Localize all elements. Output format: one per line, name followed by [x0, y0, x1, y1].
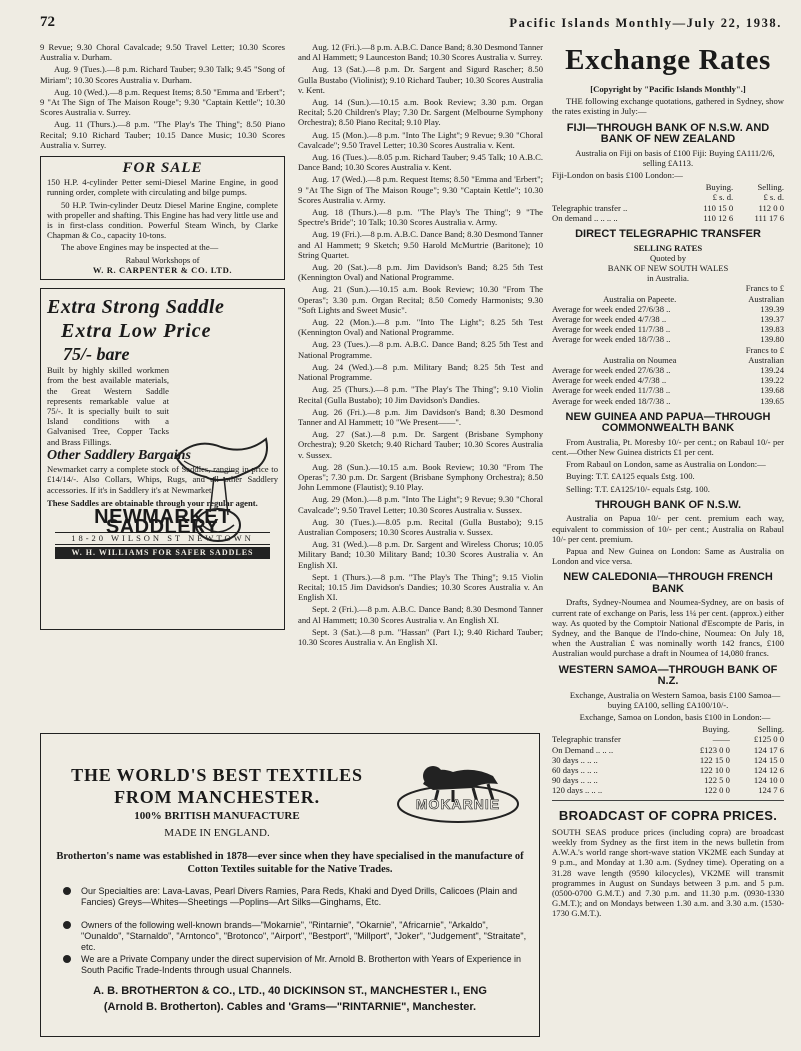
table-row: 30 days .. .. .. 122 15 0 124 15 0: [552, 754, 784, 765]
radio-entry: Aug. 31 (Wed.).—8 p.m. Dr. Sargent and Wireless Chorus; 10.05 Military Band; 10.30 Military Band; 10.30 Scores Australia v. An English XI.: [298, 539, 543, 570]
saddle-note: These Saddles are obtainable through your regular agent.: [47, 497, 258, 508]
divider: [552, 800, 784, 801]
direct-sub1: SELLING RATES: [633, 242, 703, 253]
textiles-established: Brotherton's name was established in 1878—ever since when they have specialised in the manufacture of Cotton Textiles suitable for the Native Trades.: [56, 851, 524, 875]
radio-entry: Aug. 13 (Sat.).—8 p.m. Dr. Sargent and Sigurd Rascher; 8.50 Gulla Bustabo (Violinist); 9.10 Richard Tauber; 10.30 Scores Australia v. Kent.: [298, 64, 543, 95]
for-sale-ad: [40, 156, 285, 280]
units: £ s. d.: [712, 192, 734, 203]
papeete-table: Francs to £ Australia on Papeete. Australian Average for week ended 27/6/38 .. 139.39 Average for week ended 4/7/38 .. 139.37 Average for week ended 11/7/38 .. 139.83 Average for week ended 18/7/38 .. 139.80 Francs to £ Australia on Noumea Australian Average for week ended 27/6/38 .. 139.24 Average for week ended 4/7/38 .. 139.22 Average for week ended 11/7/38 .. 139.68 Average for week ended 18/7/38 .. 139.65: [552, 283, 784, 406]
radio-entry: Aug. 19 (Fri.).—8 p.m. A.B.C. Dance Band; 8.30 Desmond Tanner and Al Hammett; 9 Sketch; 9.50 Harold McMurtrie (Baritone); 10 String Quartet.: [298, 229, 543, 260]
newmarket-name: NEWMARKET SADDLERY: [94, 505, 231, 539]
textiles-item: We are a Private Company under the direct supervision of Mr. Arnold B. Brotherton with Years of Experience in South Pacific Trade-Indents through usual Channels.: [63, 954, 527, 976]
caledonia-text: Drafts, Sydney-Noumea and Noumea-Sydney, are on basis of current rate of exchange on Paris, less 1¼ per cent. (approx.) either way. As quoted by the Comptoir National d'Escompte de Paris, in Sydney, and the Banque de l'Indo-chine, Noumea: On July 18, when the Australian £ was nominally worth 142 francs, £100 Australian would purchase a draft in Noumea of 14,080 francs.: [552, 597, 784, 659]
new-guinea-heading: NEW GUINEA AND PAPUA—THROUGH COMMONWEALTH BANK: [565, 410, 771, 435]
copyright-line: [Copyright by "Pacific Islands Monthly".]: [590, 84, 746, 94]
fiji-text2: Fiji-London on basis £100 London:—: [552, 170, 683, 181]
radio-entry: Aug. 15 (Mon.).—8 p.m. "Into The Light"; 9 Revue; 9.30 "Choral Cavalcade"; 9.50 Travel Letter; 10.30 Scores Australia v. Kent.: [298, 129, 543, 150]
table-row: Average for week ended 18/7/38 .. 139.80: [552, 334, 784, 345]
saddle-subtitle: Other Saddlery Bargains: [47, 447, 191, 463]
table-row: 120 days .. .. .. 122 0 0 124 7 6: [552, 785, 784, 796]
radio-entry: Sept. 2 (Fri.).—8 p.m. A.B.C. Dance Band; 8.30 Desmond Tanner and Al Hammett; 10.30 Scores Australia v. An English XI.: [298, 604, 543, 625]
radio-entry: Aug. 14 (Sun.).—10.15 a.m. Book Review; 3.30 p.m. Organ Recital; 5.20 Children's Play; 7.30 Dr. Sargent (Melbourne Symphony Orchestra); 8.50 Piano Recital; 9.10 Play.: [298, 97, 543, 128]
for-sale-title: FOR SALE: [122, 160, 203, 177]
newmarket-address: 18-20 WILSON ST NEWTOWN: [55, 532, 270, 544]
samoa-text2: Exchange, Samoa on London, basis £100 in London:—: [579, 711, 771, 722]
textiles-line3: MADE IN ENGLAND.: [164, 827, 270, 839]
table-row: 90 days .. .. .. 122 5 0 124 10 0: [552, 775, 784, 786]
fiji-table: [552, 182, 784, 223]
direct-sub4: in Australia.: [646, 273, 689, 284]
textiles-item: Our Specialties are: Lava-Lavas, Pearl Divers Ramies, Para Reds, Khaki and Dyed Drills, Calicoes (Plain and Fancies) Greys—Whites—Sheetings —Poplins—Art Silks—Ginghams, Etc.: [63, 886, 527, 908]
radio-entry: Aug. 21 (Sun.).—10.15 a.m. Book Review; 10.30 "From The Operas"; 3.30 p.m. Organ Recital; 8.50 Comedy Harmonists; 9.30 "Soft Lights and Sweet Music".: [298, 284, 543, 315]
for-sale-company: W. R. CARPENTER & CO. LTD.: [92, 264, 233, 275]
saddle-ad: [40, 288, 285, 630]
saddle-price: 75/- bare: [63, 344, 130, 365]
saddle-title-1: Extra Strong Saddle: [47, 296, 225, 319]
table-row: Average for week ended 11/7/38 .. 139.83: [552, 324, 784, 335]
radio-entry: Aug. 30 (Tues.).—8.05 p.m. Recital (Gulla Bustabo); 9.15 Australian Composers; 10.30 Scores Australia v. Sussex.: [298, 516, 543, 537]
radio-entry: Aug. 23 (Tues.).—8 p.m. A.B.C. Dance Band; 8.25 5th Test and National Programme.: [298, 339, 543, 360]
table-row: On Demand .. .. .. £123 0 0 124 17 6: [552, 744, 784, 755]
table-row: Average for week ended 27/6/38 .. 139.24: [552, 364, 784, 375]
textiles-footer-2: (Arnold B. Brotherton). Cables and 'Grams—"RINTARNIE", Manchester.: [103, 1001, 477, 1013]
fiji-heading: FIJI—THROUGH BANK OF N.S.W. AND BANK OF NEW ZEALAND: [566, 121, 770, 146]
radio-entry: Sept. 1 (Thurs.).—8 p.m. "The Play's The Thing"; 9.15 Violin Recital; 10.15 Jim Davidson's Dandies; 10.30 Scores Australia v. An English XI.: [298, 571, 543, 603]
textiles-line2: 100% BRITISH MANUFACTURE: [134, 810, 300, 822]
bullet-icon: [63, 887, 71, 895]
for-sale-item: 50 H.P. Twin-cylinder Deutz Diesel Marine Engine, complete with propeller and shafting. This Engine has had very little use and is in first-class condition. Powerful Steam Winch, by Clarke Chapman & Co., capacity 10-tons.: [47, 199, 278, 241]
copra-text: SOUTH SEAS produce prices (including copra) are broadcast weekly from Sydney as the first item in the news bulletin from A.W.A.'s world range short-wave station VK2ME each Sunday at 9 p.m., and Monday at 1.30 a.m. (Sydney time). Operating on a 31.28 wave length (9590 kilocycles), VK2ME will transmit programmes in August on Sundays between 3 p.m. and 5 p.m. (0500-0700 G.M.T.) and 7.30 p.m. and 11.30 p.m. (0930-1330 G.M.T.); and on Mondays between 1.30 a.m. and 3.30 a.m. (1530-1730 G.M.T.).: [552, 826, 784, 919]
textiles-item: Owners of the following well-known brands—"Mokarnie", "Rintarnie", "Okarnie", "Africarnie", "Arkaldo", "Ounaldo", "Starnaldo", "Arntonco", "Brotonco", "Airport", "Bestport", "Millport", "Joker", "Judgement", "Straitate", etc.: [63, 920, 527, 953]
column-left: [40, 42, 285, 630]
textiles-footer-1: A. B. BROTHERTON & CO., LTD., 40 DICKINSON ST., MANCHESTER I., ENG: [93, 985, 487, 997]
new-guinea-selling: Selling: T.T. £A125/10/- equals £stg. 100.: [566, 483, 710, 494]
radio-entry: Aug. 18 (Thurs.).—8 p.m. "The Play's The Thing"; 9 "The Spectre's Bride"; 10 Talk; 10.30 Scores Australia v. Army.: [298, 207, 543, 228]
radio-entry: Aug. 29 (Mon.).—8 p.m. "Into The Light"; 9 Revue; 9.30 "Choral Cavalcade"; 9.50 Travel Letter; 10.30 Scores Australia v. Sussex.: [298, 494, 543, 515]
table-row: Average for week ended 27/6/38 .. 139.39: [552, 303, 784, 314]
mokarnie-logo-text: [393, 754, 523, 834]
nsw-text: Australia on Papua 10/- per cent. premium each way, equivalent to commission of 10/- per cent.; Australia on Rabaul 10/- per cent. premium.: [552, 513, 784, 544]
exchange-rates-title: Exchange Rates: [565, 44, 771, 76]
saddle-title-2: Extra Low Price: [61, 320, 212, 343]
running-head: Pacific Islands Monthly—July 22, 1938.: [509, 16, 782, 30]
table-row: Average for week ended 11/7/38 .. 139.68: [552, 385, 784, 396]
direct-heading: DIRECT TELEGRAPHIC TRANSFER: [575, 228, 761, 241]
samoa-text: Exchange, Australia on Western Samoa, basis £100 Samoa—buying £A100, selling £A100/10/-.: [569, 689, 781, 710]
page-header: [40, 14, 782, 36]
bullet-icon: [63, 955, 71, 963]
radio-entry: 9 Revue; 9.30 Choral Cavalcade; 9.50 Travel Letter; 10.30 Scores Australia v. Durham.: [40, 42, 285, 63]
radio-entry: Aug. 20 (Sat.).—8 p.m. Jim Davidson's Band; 8.25 5th Test (Kennington Oval) and National Programme.: [298, 262, 543, 283]
table-row: Average for week ended 4/7/38 .. 139.22: [552, 375, 784, 386]
page-number: 72: [40, 14, 55, 30]
radio-entry: Aug. 26 (Fri.).—8 p.m. Jim Davidson's Band; 8.30 Desmond Tanner and Al Hammett; 10 "We Present——".: [298, 406, 543, 427]
col-selling: Selling.: [757, 182, 784, 193]
svg-text:MOKARNIE: MOKARNIE: [415, 796, 501, 812]
saddle-sub-body: Newmarket carry a complete stock of Saddles, ranging in price to £14/14/-. Also Collars, Whips, Rugs, and all other Saddlery accessories. If it's in Saddlery it's at Newmarket.: [47, 464, 278, 495]
newmarket-band: W. H. WILLIAMS FOR SAFER SADDLES: [55, 547, 270, 559]
intro-text: THE following exchange quotations, gathered in Sydney, show the rates existing in July:—: [552, 96, 784, 117]
caledonia-heading: NEW CALEDONIA—THROUGH FRENCH BANK: [563, 571, 773, 595]
radio-entry: Aug. 12 (Fri.).—8 p.m. A.B.C. Dance Band; 8.30 Desmond Tanner and Al Hammett; 9 Launceston Band; 10.30 Scores Australia v. Surrey.: [298, 42, 543, 63]
nsw-heading: THROUGH BANK OF N.S.W.: [594, 498, 742, 511]
samoa-table: Buying. Selling. Telegraphic transfer —— £125 0 0 On Demand .. .. .. £123 0 0 124 17 6 30 days .. .. .. 122 15 0 124 15 0 60 days .. .. .. 122 10 0 124 12 6 90 days .. .. .. 122 5 0 124 10 0 120 days .. .. .. 122 0 0 124 7 6: [552, 724, 784, 796]
radio-entry: Aug. 22 (Mon.).—8 p.m. "Into The Light"; 8.25 5th Test (Kennington Oval) and National Programme.: [298, 317, 543, 338]
radio-entry: Aug. 24 (Wed.).—8 p.m. Military Band; 8.25 5th Test and National Programme.: [298, 361, 543, 383]
direct-sub3: BANK OF NEW SOUTH WALES: [607, 262, 729, 273]
new-guinea-buying: Buying: T.T. £A125 equals £stg. 100.: [566, 471, 695, 482]
saddle-description: Built by highly skilled workmen from the best available materials, the Great Western Saddle represents remarkable value at 75/-. It is specially built to suit Island conditions with a Galvanised Tree, Copper Tacks and Brass Fillings.: [47, 365, 169, 447]
radio-entry: Aug. 9 (Tues.).—8 p.m. Richard Tauber; 9.30 Talk; 9.45 "Song of Miriam"; 10.30 Scores Australia v. Durham.: [40, 64, 285, 85]
column-middle: [298, 42, 543, 649]
textiles-headline: THE WORLD'S BEST TEXTILES FROM MANCHESTER.: [71, 765, 363, 807]
for-sale-item: 150 H.P. 4-cylinder Petter semi-Diesel Marine Engine, in good running order, complete with circulating and bilge pumps.: [47, 177, 278, 198]
nsw-text2: Papua and New Guinea on London: Same as Australia on London and vice versa.: [552, 545, 784, 567]
col-buying: Buying.: [705, 182, 734, 193]
table-row: Telegraphic transfer .. 110 15 0 112 0 0: [552, 202, 784, 213]
table-row: Average for week ended 4/7/38 .. 139.37: [552, 313, 784, 324]
saddle-illustration-icon: [166, 417, 276, 547]
new-guinea-text2: From Rabaul on London, same as Australia on London:—: [566, 459, 766, 470]
column-right: [552, 42, 784, 921]
fiji-text: Australia on Fiji on basis of £100 Fiji: Buying £A111/2/6, selling £A113.: [575, 147, 775, 168]
copra-title: BROADCAST OF COPRA PRICES.: [558, 807, 778, 823]
textiles-ad: [40, 733, 540, 1037]
radio-entry: Aug. 10 (Wed.).—8 p.m. Request Items; 8.50 "Emma and 'Erbert"; 9 "At The Sign of The Maison Rouge"; 9.30 "Captain Kettle"; 10.30 Scores Australia v. Surrey.: [40, 86, 285, 118]
radio-entry: Aug. 25 (Thurs.).—8 p.m. "The Play's The Thing"; 9.10 Violin Recital (Gulla Bustabo); 10 Jim Davidson's Dandies.: [298, 384, 543, 405]
bullet-icon: [63, 921, 71, 929]
radio-entry: Aug. 11 (Thurs.).—8 p.m. "The Play's The Thing"; 8.50 Piano Recital; 9.10 Richard Tauber; 10.15 Dance Music; 10.30 Scores Australia v. Surrey.: [40, 119, 285, 150]
samoa-heading: WESTERN SAMOA—THROUGH BANK OF N.Z.: [558, 663, 778, 688]
table-row: Telegraphic transfer —— £125 0 0: [552, 734, 784, 745]
direct-sub2: Quoted by: [649, 252, 687, 263]
radio-entry: Aug. 17 (Wed.).—8 p.m. Request Items; 8.50 "Emma and 'Erbert"; 9 "At The Sign of The Maison Rouge"; 9.30 "Captain Kettle"; 10.30 Scores Australia v. Army.: [298, 174, 543, 205]
radio-entry: Aug. 27 (Sat.).—8 p.m. Dr. Sargent (Brisbane Symphony Orchestra); 9.20 Sketch; 9.40 Richard Tauber; 10.30 Scores Australia v. Sussex.: [298, 429, 543, 460]
table-row: On demand .. .. .. .. 110 12 6 111 17 6: [552, 212, 784, 223]
new-guinea-text: From Australia, Pt. Moresby 10/- per cent.; on Rabaul 10/- per cent.—Other New Guinea districts £1 per cent.: [552, 436, 784, 457]
radio-entry: Sept. 3 (Sat.).—8 p.m. "Hassan" (Part I.); 9.40 Richard Tauber; 10.30 Scores Australia v. An English XI.: [298, 626, 543, 647]
table-row: 60 days .. .. .. 122 10 0 124 12 6: [552, 764, 784, 775]
radio-entry: Aug. 16 (Tues.).—8.05 p.m. Richard Tauber; 9.45 Talk; 10 A.B.C. Dance Band; 10.30 Scores Australia v. Kent.: [298, 152, 543, 173]
table-row: Average for week ended 18/7/38 .. 139.65: [552, 395, 784, 406]
for-sale-item: The above Engines may be inspected at the—: [61, 242, 219, 253]
units: £ s. d.: [763, 192, 784, 203]
for-sale-footer: Rabaul Workshops of: [125, 254, 200, 265]
radio-entry: Aug. 28 (Sun.).—10.15 a.m. Book Review; 10.30 "From The Operas"; 7.30 p.m. Dr. Sargent (Brisbane Symphony Orchestra); 8.50 John Lemmone (Flautist); 9.10 Play.: [298, 461, 543, 493]
